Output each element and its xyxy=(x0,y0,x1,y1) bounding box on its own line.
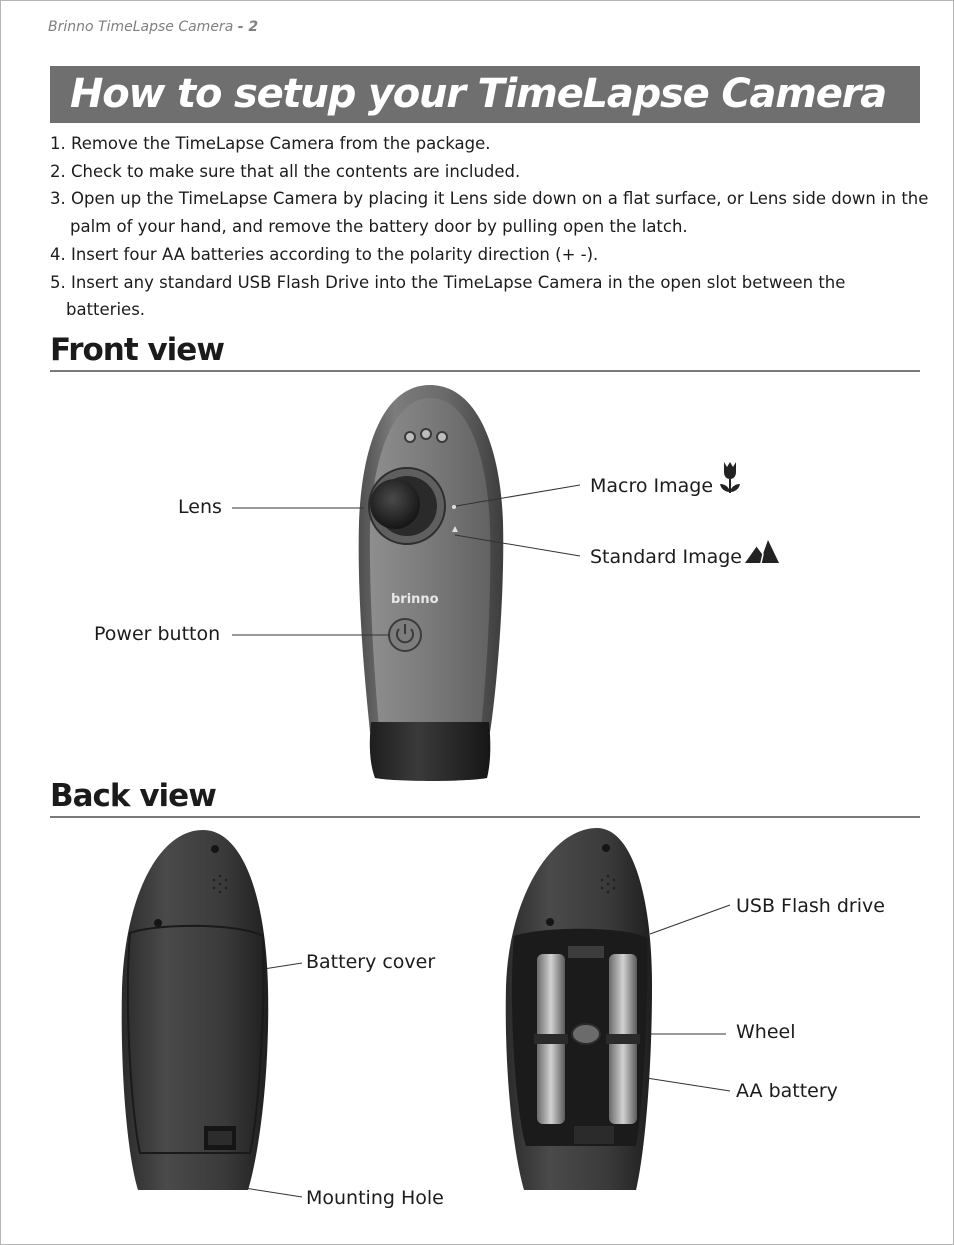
lens-label: Lens xyxy=(178,496,222,518)
page-title: How to setup your TimeLapse Camera xyxy=(70,71,886,117)
step-5-continued: batteries. xyxy=(66,300,146,320)
power-button-label: Power button xyxy=(94,623,221,645)
camera-back-closed-illustration xyxy=(118,828,270,1198)
back-view-header xyxy=(50,776,920,818)
standard-image-label xyxy=(590,546,742,568)
aa-battery-label: AA battery xyxy=(736,1080,838,1102)
tulip-icon xyxy=(718,460,742,496)
back-view-heading: Back view xyxy=(50,778,216,814)
step-5: 5. Insert any standard USB Flash Drive into the TimeLapse Camera in the open slot between the xyxy=(50,272,846,292)
camera-back-open-illustration xyxy=(502,826,654,1198)
mountain-icon xyxy=(744,538,780,564)
step-2: 2. Check to make sure that all the contents are included. xyxy=(50,161,521,181)
page-number: - 2 xyxy=(237,19,259,35)
step-4: 4. Insert four AA batteries according to the polarity direction (+ -). xyxy=(50,244,599,264)
running-title: Brinno TimeLapse Camera xyxy=(48,19,234,35)
battery-cover-label: Battery cover xyxy=(306,951,436,973)
step-1: 1. Remove the TimeLapse Camera from the package. xyxy=(50,134,491,153)
front-view-heading: Front view xyxy=(50,332,224,368)
step-3: 3. Open up the TimeLapse Camera by placing it Lens side down on a flat surface, or Lens side down in the xyxy=(50,189,929,209)
standard-image-text: Standard Image xyxy=(590,546,742,568)
mounting-hole-label: Mounting Hole xyxy=(306,1187,444,1209)
wheel-label: Wheel xyxy=(736,1021,796,1043)
macro-image-label xyxy=(590,475,713,497)
step-3-continued: palm of your hand, and remove the battery door by pulling open the latch. xyxy=(70,217,688,237)
usb-flash-drive-label: USB Flash drive xyxy=(736,895,885,917)
macro-image-text: Macro Image xyxy=(590,475,714,497)
brand-mark: brinno xyxy=(391,592,439,607)
